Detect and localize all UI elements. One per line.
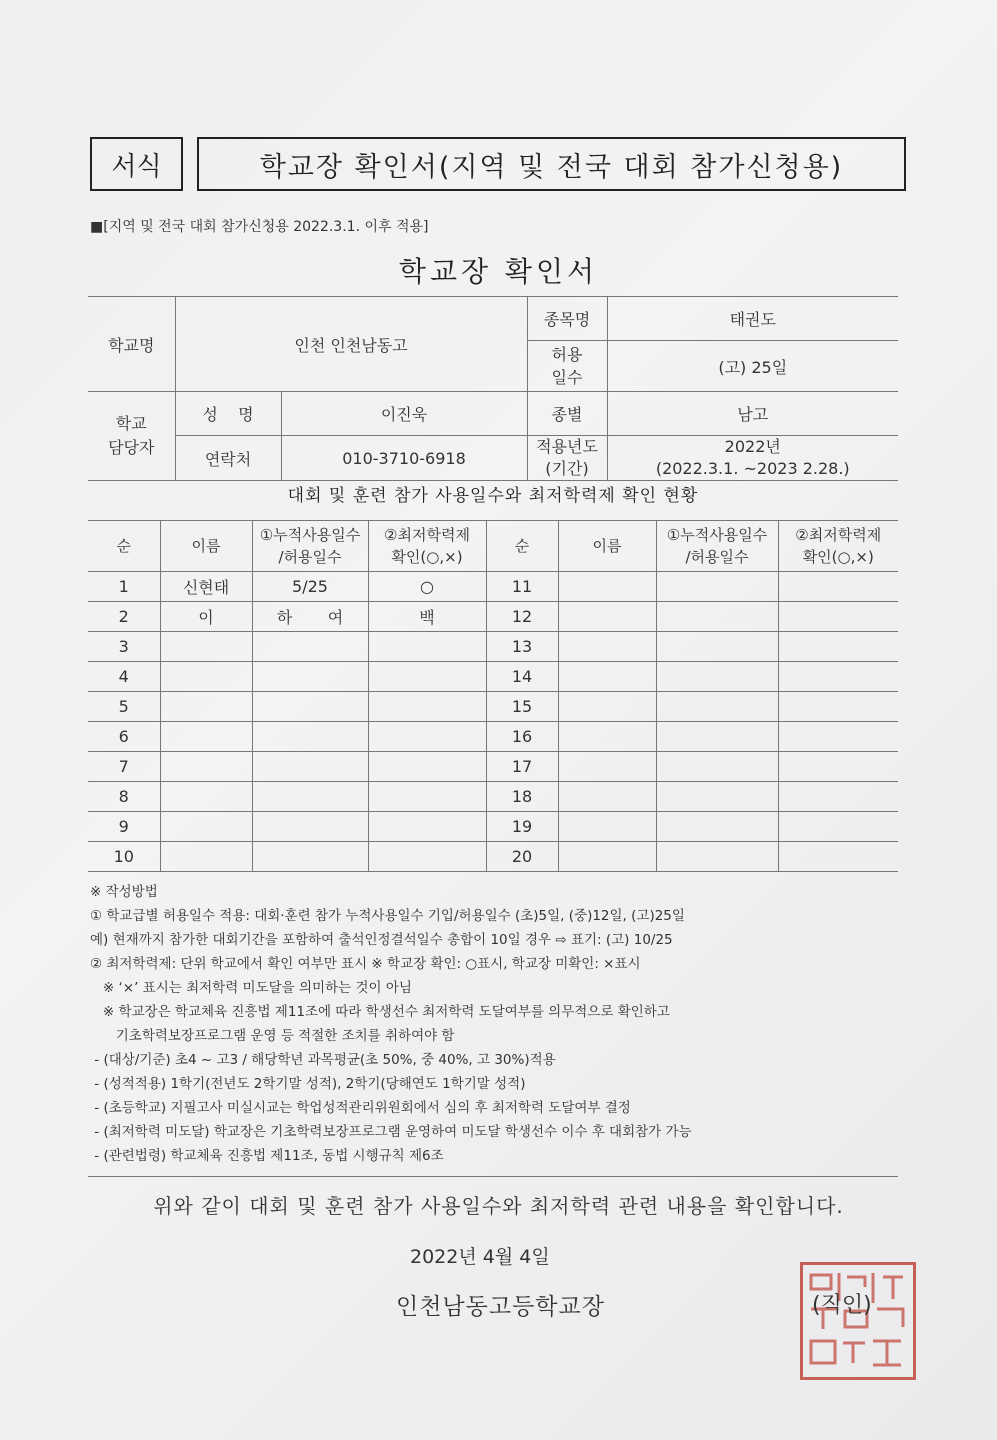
header-no: 순 xyxy=(88,521,160,572)
row-check xyxy=(368,632,486,662)
row-check-2 xyxy=(778,662,898,692)
contact-label: 연락처 xyxy=(175,436,281,481)
row-days-2 xyxy=(656,602,778,632)
school-name: 인천 인천남동고 xyxy=(175,297,527,392)
row-no: 10 xyxy=(88,842,160,872)
principal-name: 인천남동고등학교장 xyxy=(396,1294,605,1320)
issue-date: 2022년 4월 4일 xyxy=(410,1246,550,1268)
row-no: 3 xyxy=(88,632,160,662)
row-name: 이 xyxy=(160,602,252,632)
row-days-2 xyxy=(656,752,778,782)
allowed-days-value: (고) 25일 xyxy=(607,341,898,392)
row-check xyxy=(368,662,486,692)
section-title: 대회 및 훈련 참가 사용일수와 최저학력제 확인 현황 xyxy=(287,486,699,506)
instruction-line: 예) 현재까지 참가한 대회기간을 포함하여 출석인정결석일수 총합이 10일 경우 ⇨ 표기: (고) 10/25 xyxy=(90,932,673,948)
row-days-2 xyxy=(656,692,778,722)
row-days-2 xyxy=(656,812,778,842)
name-label: 성 명 xyxy=(175,392,281,436)
row-name-2 xyxy=(558,722,656,752)
row-no: 6 xyxy=(88,722,160,752)
table-row xyxy=(88,752,898,782)
row-check-2 xyxy=(778,692,898,722)
instruction-line: ① 학교급별 허용일수 적용: 대회·훈련 참가 누적사용일수 기입/허용일수 (초)5일, (중)12일, (고)25일 xyxy=(90,908,685,924)
header-name-2: 이름 xyxy=(558,521,656,572)
confirmation-text: 위와 같이 대회 및 훈련 참가 사용일수와 최저학력 관련 내용을 확인합니다. xyxy=(153,1194,844,1218)
row-name-2 xyxy=(558,632,656,662)
row-name-2 xyxy=(558,812,656,842)
row-no: 4 xyxy=(88,662,160,692)
year-cell xyxy=(607,436,898,481)
row-name-2 xyxy=(558,602,656,632)
row-name xyxy=(160,812,252,842)
header-name: 이름 xyxy=(160,521,252,572)
row-no-2: 18 xyxy=(486,782,558,812)
table-row xyxy=(88,572,898,602)
table-row xyxy=(88,722,898,752)
table-row xyxy=(88,602,898,632)
row-check-2 xyxy=(778,752,898,782)
row-check xyxy=(368,812,486,842)
school-name-label: 학교명 xyxy=(88,297,175,392)
row-check-2 xyxy=(778,782,898,812)
row-no-2: 19 xyxy=(486,812,558,842)
contact-value: 010-3710-6918 xyxy=(281,436,527,481)
year-label: 적용년도 (기간) xyxy=(527,436,607,481)
applicability-note: ■[지역 및 전국 대회 참가신청용 2022.3.1. 이후 적용] xyxy=(90,219,429,235)
instruction-line: ② 최저학력제: 단위 학교에서 확인 여부만 표시 ※ 학교장 확인: ○표시, 학교장 미확인: ×표시 xyxy=(90,956,641,972)
header-days-2: ①누적사용일수 /허용일수 xyxy=(656,521,778,572)
table-row xyxy=(88,842,898,872)
table-row xyxy=(88,692,898,722)
row-days xyxy=(252,752,368,782)
table-row xyxy=(88,662,898,692)
allowed-days-label: 허용 일수 xyxy=(527,341,607,392)
document-title: 학교장 확인서 xyxy=(398,255,599,288)
official-seal xyxy=(800,1262,916,1380)
row-check-2 xyxy=(778,722,898,752)
instruction-line: ※ 학교장은 학교체육 진흥법 제11조에 따라 학생선수 최저학력 도달여부를 의무적으로 확인하고 xyxy=(90,1004,670,1020)
row-name-2 xyxy=(558,692,656,722)
usage-grid xyxy=(88,520,898,872)
header-check: ②최저학력제 확인(○,×) xyxy=(368,521,486,572)
row-no: 1 xyxy=(88,572,160,602)
row-days-2 xyxy=(656,722,778,752)
category-value: 남고 xyxy=(607,392,898,436)
row-no: 9 xyxy=(88,812,160,842)
instruction-line: - (초등학교) 지필고사 미실시교는 학업성적관리위원회에서 심의 후 최저학력 도달여부 결정 xyxy=(90,1100,631,1116)
row-name xyxy=(160,692,252,722)
row-no-2: 20 xyxy=(486,842,558,872)
category-label: 종별 xyxy=(527,392,607,436)
seal-stamp-icon xyxy=(803,1265,913,1377)
row-check: 백 xyxy=(368,602,486,632)
row-name-2 xyxy=(558,752,656,782)
event-label: 종목명 xyxy=(527,297,607,341)
year-value: 2022년 xyxy=(724,437,781,456)
row-name xyxy=(160,662,252,692)
row-check xyxy=(368,722,486,752)
row-days: 하 여 xyxy=(252,602,368,632)
table-row xyxy=(88,812,898,842)
row-no-2: 15 xyxy=(486,692,558,722)
row-check-2 xyxy=(778,842,898,872)
period-value: (2022.3.1. ~2023 2.28.) xyxy=(655,459,850,478)
row-days xyxy=(252,782,368,812)
row-days xyxy=(252,842,368,872)
row-name xyxy=(160,632,252,662)
row-days-2 xyxy=(656,572,778,602)
row-check-2 xyxy=(778,602,898,632)
instruction-line: - (성적적용) 1학기(전년도 2학기말 성적), 2학기(당해연도 1학기말 성적) xyxy=(90,1076,526,1092)
table-row xyxy=(88,782,898,812)
row-days-2 xyxy=(656,842,778,872)
row-days-2 xyxy=(656,662,778,692)
row-no: 8 xyxy=(88,782,160,812)
info-table xyxy=(88,296,898,481)
row-no-2: 16 xyxy=(486,722,558,752)
row-check: ○ xyxy=(368,572,486,602)
row-no: 7 xyxy=(88,752,160,782)
instruction-line: - (대상/기준) 초4 ~ 고3 / 해당학년 과목평균(초 50%, 중 40%, 고 30%)적용 xyxy=(90,1052,556,1068)
row-days xyxy=(252,632,368,662)
row-no-2: 11 xyxy=(486,572,558,602)
row-name xyxy=(160,752,252,782)
row-days xyxy=(252,692,368,722)
row-check xyxy=(368,692,486,722)
row-days xyxy=(252,812,368,842)
row-check xyxy=(368,842,486,872)
row-no-2: 12 xyxy=(486,602,558,632)
instructions xyxy=(90,880,900,1168)
staff-name: 이진욱 xyxy=(281,392,527,436)
row-name xyxy=(160,782,252,812)
row-days xyxy=(252,722,368,752)
instruction-line: - (관련법령) 학교체육 진흥법 제11조, 동법 시행규칙 제6조 xyxy=(90,1148,444,1164)
row-no-2: 17 xyxy=(486,752,558,782)
header-check-2: ②최저학력제 확인(○,×) xyxy=(778,521,898,572)
instruction-line: ※ ‘×’ 표시는 최저학력 미도달을 의미하는 것이 아님 xyxy=(90,980,412,996)
row-check xyxy=(368,752,486,782)
row-name xyxy=(160,722,252,752)
row-no-2: 14 xyxy=(486,662,558,692)
table-row xyxy=(88,632,898,662)
divider xyxy=(88,1176,898,1177)
row-name-2 xyxy=(558,782,656,812)
row-name-2 xyxy=(558,662,656,692)
row-check xyxy=(368,782,486,812)
form-title: 학교장 확인서(지역 및 전국 대회 참가신청용) xyxy=(197,137,906,191)
row-no: 5 xyxy=(88,692,160,722)
row-name-2 xyxy=(558,572,656,602)
row-check-2 xyxy=(778,812,898,842)
row-days xyxy=(252,662,368,692)
row-name-2 xyxy=(558,842,656,872)
event-value: 태권도 xyxy=(607,297,898,341)
row-days-2 xyxy=(656,632,778,662)
header-no-2: 순 xyxy=(486,521,558,572)
form-label: 서식 xyxy=(90,137,183,191)
row-days: 5/25 xyxy=(252,572,368,602)
row-check-2 xyxy=(778,632,898,662)
row-no: 2 xyxy=(88,602,160,632)
header-days: ①누적사용일수 /허용일수 xyxy=(252,521,368,572)
row-name: 신현태 xyxy=(160,572,252,602)
instruction-line: - (최저학력 미도달) 학교장은 기초학력보장프로그램 운영하여 미도달 학생선수 이수 후 대회참가 가능 xyxy=(90,1124,692,1140)
instruction-line: 기초학력보장프로그램 운영 등 적절한 조치를 취하여야 함 xyxy=(90,1028,455,1044)
row-check-2 xyxy=(778,572,898,602)
instruction-line: ※ 작성방법 xyxy=(90,884,158,900)
seal-label: (직인) xyxy=(812,1293,872,1318)
row-no-2: 13 xyxy=(486,632,558,662)
row-name xyxy=(160,842,252,872)
row-days-2 xyxy=(656,782,778,812)
staff-label: 학교 담당자 xyxy=(88,392,175,481)
